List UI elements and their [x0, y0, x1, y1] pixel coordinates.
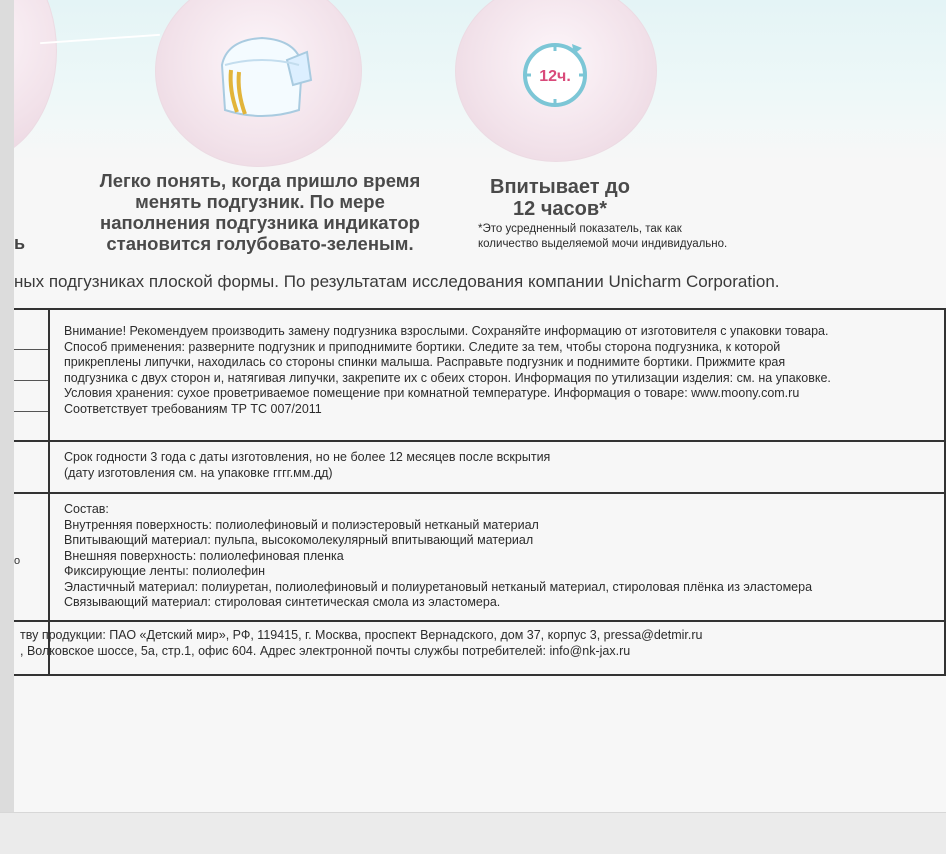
composition-line: Внешняя поверхность: полиолефиновая пленка	[64, 548, 344, 563]
shelf-life-line: (дату изготовления см. на упаковке гггг.мм.дд)	[64, 465, 333, 480]
stub-divider	[8, 380, 48, 381]
caption-line: Впитывает до	[490, 176, 630, 198]
instruction-line: Условия хранения: сухое проветриваемое помещение при комнатной температуре. Информация о товаре: www.moony.com.ru	[64, 386, 800, 400]
absorb-caption	[470, 176, 650, 220]
stub-divider	[8, 411, 48, 412]
footer-line: тву продукции: ПАО «Детский мир», РФ, 119415, г. Москва, проспект Вернадского, дом 37, корпус 3, pressa@detmir.ru	[20, 628, 703, 642]
indicator-caption	[95, 170, 425, 254]
research-statement: ных подгузниках плоской формы. По результатам исследования компании Unicharm Corporation.	[14, 272, 780, 291]
instruction-line: Внимание! Рекомендуем производить замену подгузника взрослыми. Сохраняйте информацию от изготовителя с упаковки товара.	[64, 324, 829, 338]
instruction-line: Способ применения: разверните подгузник и приподнимите бортики. Следите за тем, чтобы сторона подгузника, к которой	[64, 339, 781, 354]
table-row-divider	[8, 620, 944, 622]
instruction-line: подгузника с двух сторон и, натягивая липучки, закрепите их с обеих сторон. Информация по утилизации изделия: см. на упаковке.	[64, 370, 831, 385]
footnote-line: количество выделяемой мочи индивидуально.	[478, 238, 728, 250]
instruction-line: прикреплены липучки, находилась со стороны спинки малыша. Расправьте подгузник и поднимите бортики. Прижмите края	[64, 355, 786, 369]
composition-line: Фиксирующие ленты: полиолефин	[64, 564, 266, 578]
caption-line: Легко понять, когда пришло время	[99, 170, 421, 191]
footnote-line: *Это усредненный показатель, так как	[478, 223, 682, 235]
composition-line: Внутренняя поверхность: полиолефиновый и полиэстеровый нетканый материал	[64, 517, 539, 532]
shelf-life-line: Срок годности 3 года с даты изготовления, но не более 12 месяцев после вскрытия	[64, 450, 551, 464]
composition-stub-mark: о	[14, 555, 21, 567]
svg-text:12ч.: 12ч.	[539, 68, 571, 85]
package-bottom-fold	[0, 812, 946, 854]
cropped-caption-fragment: ь	[14, 233, 26, 253]
caption-line: 12 часов*	[513, 198, 607, 220]
composition-line: Состав:	[64, 502, 109, 516]
caption-line: становится голубовато-зеленым.	[106, 233, 414, 254]
caption-line: наполнения подгузника индикатор	[100, 212, 420, 233]
page-left-edge	[0, 0, 14, 853]
footer-line: , Волковское шоссе, 5а, стр.1, офис 604. Адрес электронной почты службы потребителей: info@nk-jax.ru	[20, 644, 631, 658]
instruction-line: Соответствует требованиям ТР ТС 007/2011	[64, 401, 322, 416]
stub-divider	[8, 349, 48, 350]
diaper-indicator-icon	[207, 30, 317, 125]
product-info-table	[8, 308, 946, 676]
table-row-divider	[8, 440, 944, 442]
composition-line: Впитывающий материал: пульпа, высокомолекулярный впитывающий материал	[64, 533, 534, 547]
twelve-hours-clock-icon	[510, 30, 600, 115]
composition-line: Эластичный материал: полиуретан, полиолефиновый и полиуретановый нетканый материал, стироловая плёнка из эластомера	[64, 579, 813, 594]
composition-line: Связывающий материал: стироловая синтетическая смола из эластомера.	[64, 595, 501, 609]
table-row-divider	[8, 492, 944, 494]
distributor-info	[20, 627, 934, 659]
absorb-footnote	[478, 222, 798, 252]
caption-line: менять подгузник. По мере	[135, 191, 385, 212]
